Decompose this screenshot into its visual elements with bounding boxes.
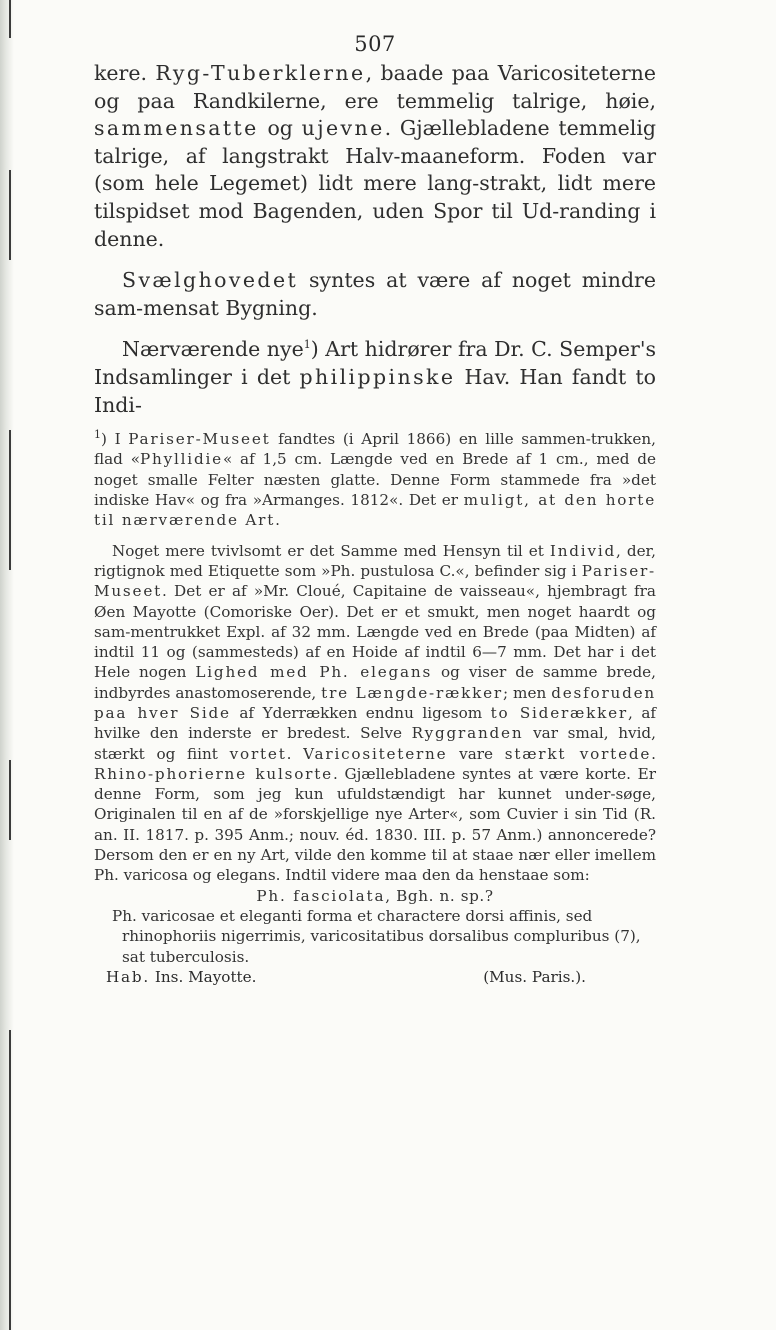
footnote-paragraph-1: $^1$) I Pariser-Museet fandtes (i April 1866) en lille sammen-trukken, flad «Phyllidie« af 1,5 cm. Længde ved en Brede af 1 cm., med de noget smalle Felter næsten glatte. Denne Form stammede fra »det indiske Hav« og fra »Armanges. 1812«. Det er muligt, at den horte til nærværende Art. xyxy=(94,428,656,530)
spine-edge-mark xyxy=(9,430,11,570)
footnote xyxy=(94,429,656,987)
spine-edge-mark xyxy=(9,170,11,260)
footnote-ref: 1 xyxy=(303,338,311,352)
page-spine-shadow xyxy=(0,0,14,1330)
species-heading: Ph. fasciolata, Bgh. n. sp.? xyxy=(256,886,494,905)
footnote-marker: 1 xyxy=(94,428,101,442)
paragraph-2: Svælghovedet syntes at være af noget mindre sam-mensat Bygning. xyxy=(94,268,656,320)
latin-diagnosis: Ph. varicosae et eleganti forma et charactere dorsi affinis, sed rhinophoriis nigerrimis, varicositatibus dorsalibus compluribus (7), sat tuberculosis. xyxy=(112,906,641,966)
main-text xyxy=(94,60,656,419)
paragraph-1: kere. Ryg-Tuberklerne, baade paa Varicositeterne og paa Randkilerne, ere temmelig talrige, høie, sammensatte og ujevne. Gjællebladene temmelig talrige, af langstrakt Halv-maaneform. Foden var (som hele Legemet) lidt mere lang-strakt, lidt mere tilspidset mod Bagenden, uden Spor til Ud-randing i denne. xyxy=(94,61,657,251)
paragraph-3: Nærværende nye$^1$) Art hidrører fra Dr. C. Semper's Indsamlinger i det philippinske Hav. Han fandt to Indi- xyxy=(94,337,656,417)
book-page xyxy=(94,28,656,987)
spine-edge-mark xyxy=(9,0,11,38)
spine-edge-mark xyxy=(9,760,11,840)
page-number: 507 xyxy=(354,32,396,56)
spine-edge-mark xyxy=(9,1030,11,1330)
footnote-paragraph-2: Noget mere tvivlsomt er det Samme med Hensyn til et Individ, der, rigtignok med Etiquette som »Ph. pustulosa C.«, befinder sig i Pariser-Museet. Det er af »Mr. Cloué, Capitaine de vaisseau«, hjembragt fra Øen Mayotte (Comoriske Oer). Det er et smukt, men noget haardt og sam-mentrukket Expl. af 32 mm. Længde ved en Brede (paa Midten) af indtil 11 og (sammesteds) af en Hoide af indtil 6—7 mm. Det har i det Hele nogen Lighed med Ph. elegans og viser de samme brede, indbyrdes anastomoserende, tre Længde-rækker; men desforuden paa hver Side af Yderrækken endnu ligesom to Siderækker, af hvilke den inderste er bredest. Selve Ryggranden var smal, hvid, stærkt og fiint vortet. Varicositeterne vare stærkt vortede. Rhino-phorierne kulsorte. Gjællebladene syntes at være korte. Er denne Form, som jeg kun ufuldstændigt har kunnet under-søge, Originalen til en af de »forskjellige nye Arter«, som Cuvier i sin Tid (R. an. II. 1817. p. 395 Anm.; nouv. éd. 1830. III. p. 57 Anm.) annoncerede? Dersom den er en ny Art, vilde den komme til at staae nær eller imellem Ph. varicosa og elegans. Indtil videre maa den da henstaae som: xyxy=(94,541,657,885)
habitat-line: Hab. Ins. Mayotte. (Mus. Paris.). xyxy=(94,967,656,987)
museum-reference: (Mus. Paris.). xyxy=(483,967,586,986)
